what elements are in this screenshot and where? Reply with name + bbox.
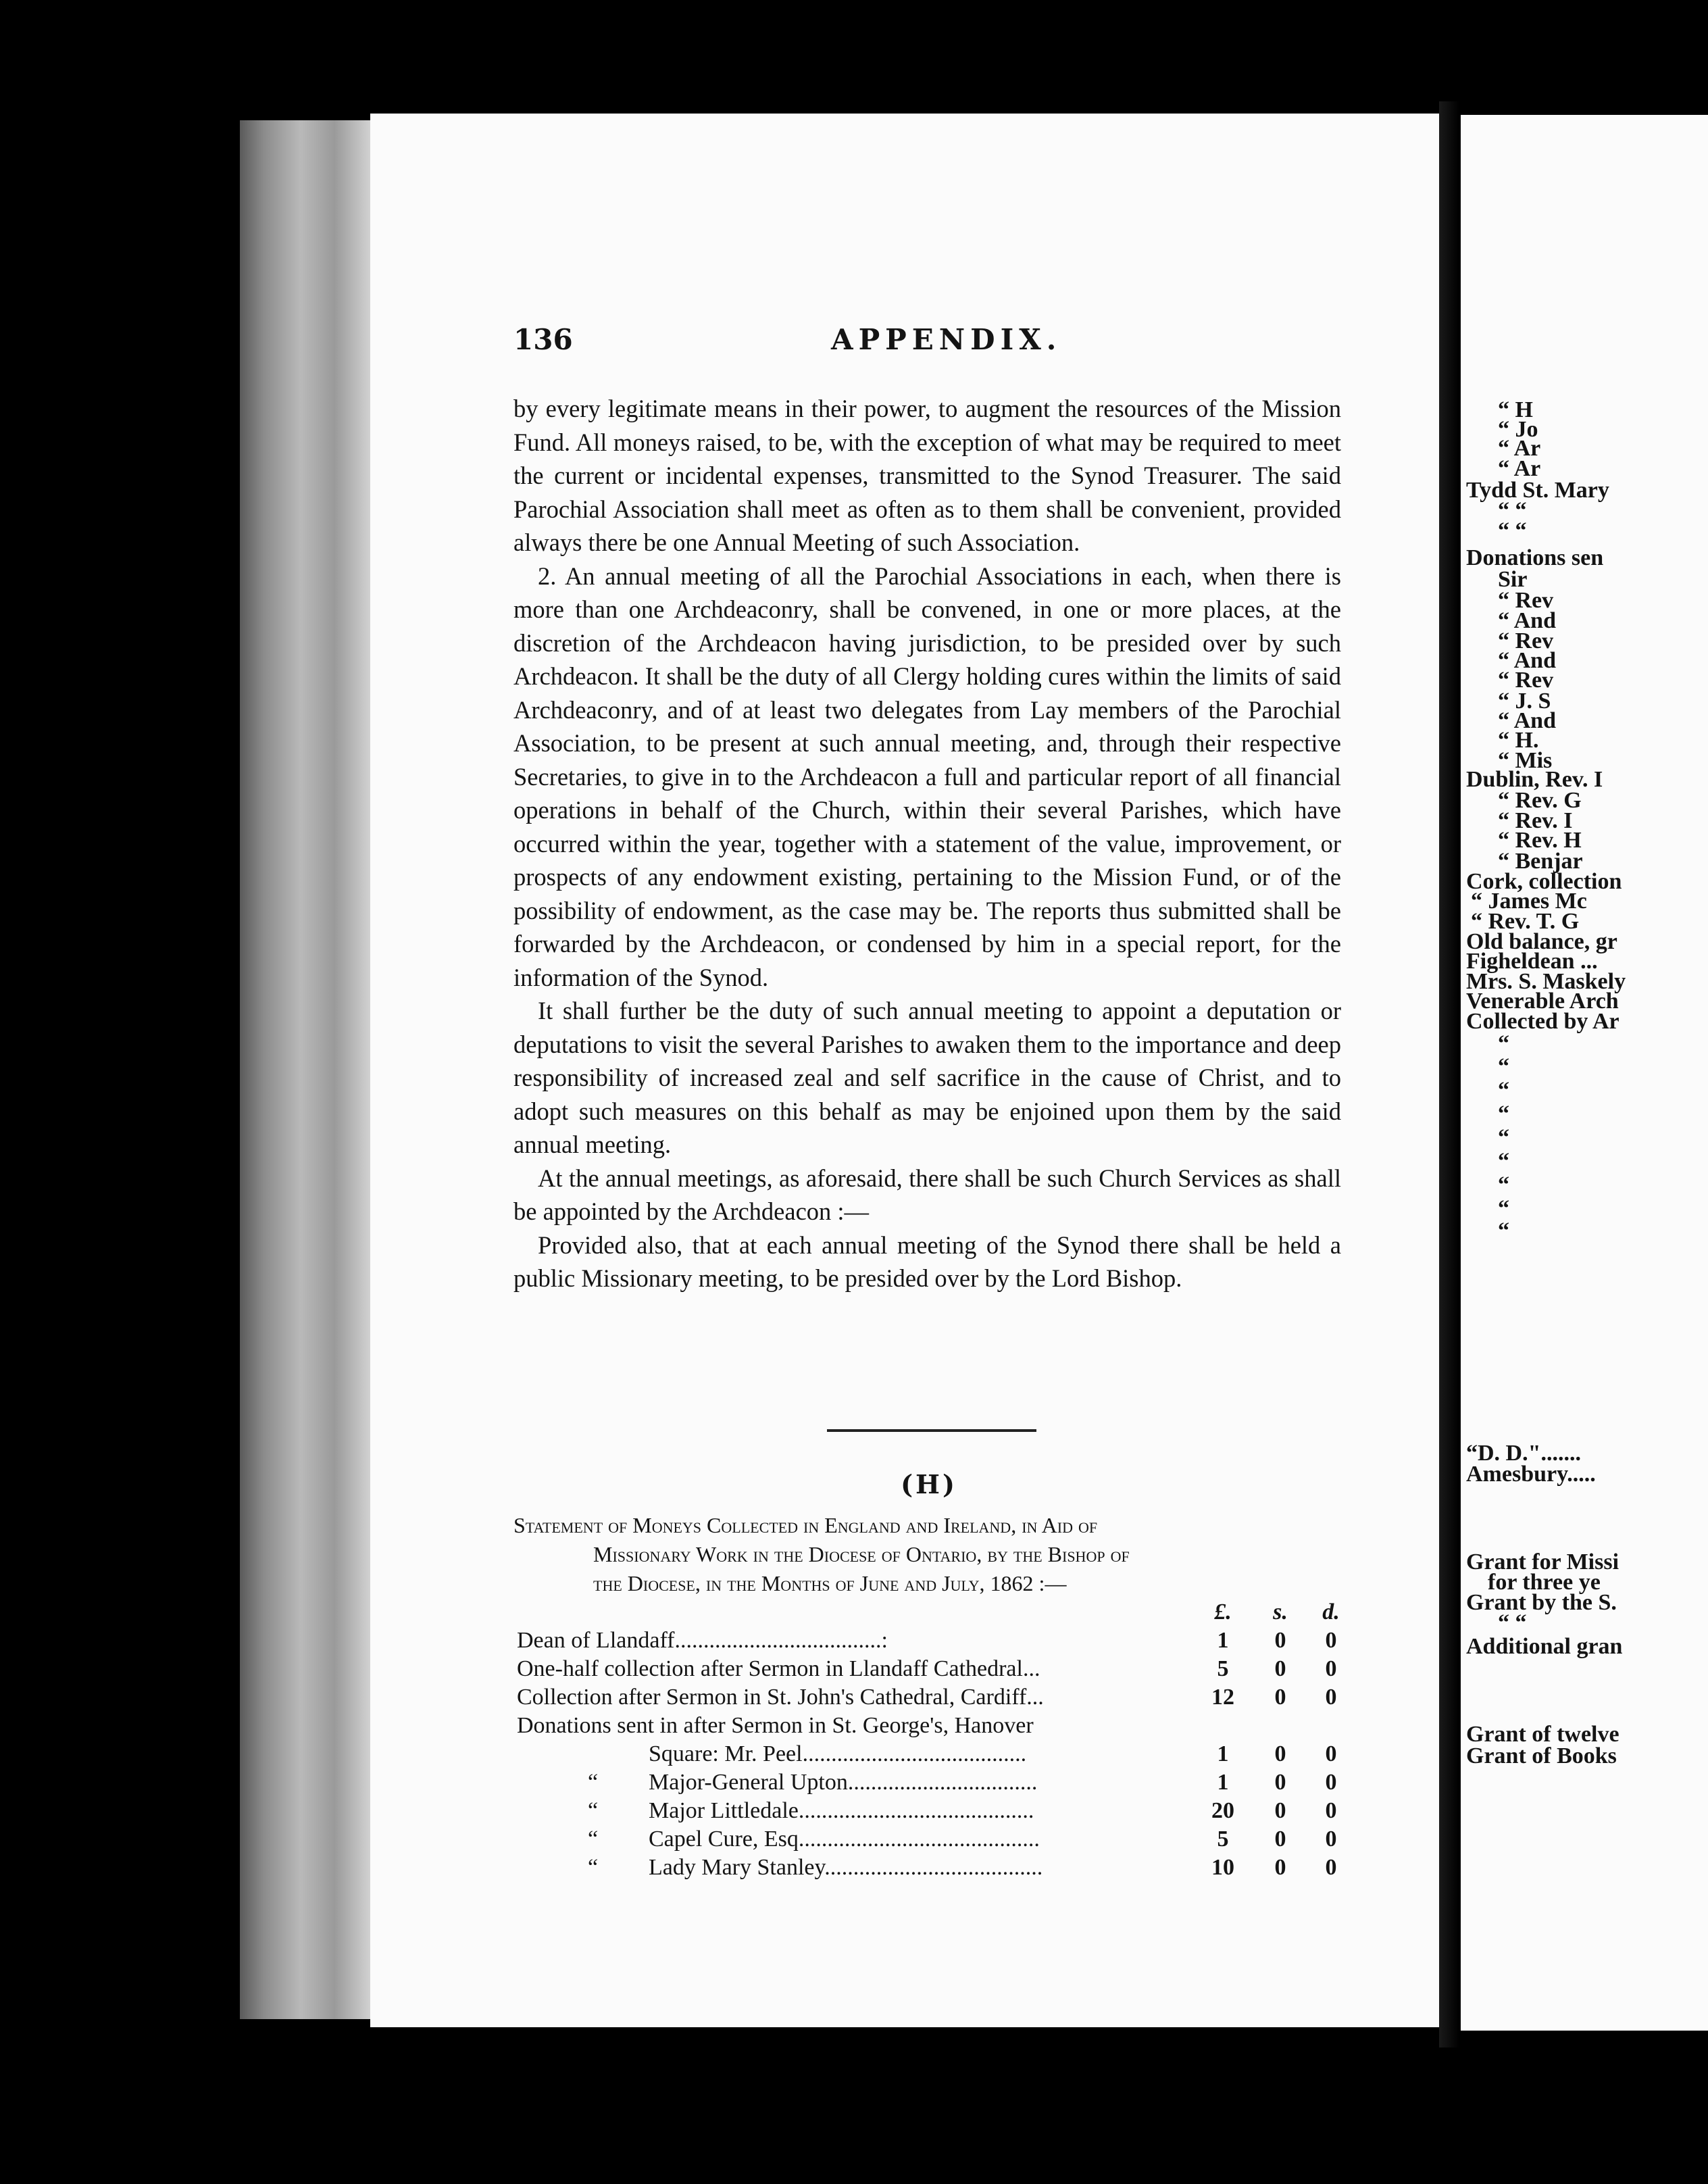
- pounds-value: 1: [1217, 1741, 1229, 1766]
- pounds-value: 1: [1217, 1628, 1229, 1653]
- pence-value: 0: [1325, 1685, 1337, 1710]
- right-page-fragment: “: [1498, 1101, 1509, 1126]
- right-page-fragment: Grant of twelve: [1466, 1722, 1619, 1747]
- ledger-row: [517, 1741, 1348, 1770]
- ledger-row: [517, 1685, 1348, 1713]
- paragraph: It shall further be the duty of such annual meeting to appoint a deputation or deputations to visit the several Parishes to awaken them to the importance and deep responsibility of increased zeal and self sacrifice in the cause of Christ, and to adopt such measures on this behalf as may be enjoined upon them by the said annual meeting.: [513, 997, 1341, 1158]
- right-page-fragment: “ Ar: [1498, 456, 1541, 481]
- ledger-description: Major-General Upton.................................: [649, 1770, 1038, 1795]
- page-number: 136: [513, 323, 573, 356]
- pence-header: d.: [1322, 1599, 1340, 1624]
- ledger-row: [517, 1798, 1348, 1827]
- ditto-mark: “: [588, 1770, 599, 1795]
- shillings-value: 0: [1274, 1827, 1286, 1852]
- body-text: [513, 392, 1341, 1295]
- right-page-fragment: “ Jo: [1498, 417, 1538, 442]
- right-page-fragment: for three ye: [1488, 1570, 1601, 1595]
- pounds-value: 1: [1217, 1770, 1229, 1795]
- pence-value: 0: [1325, 1656, 1337, 1681]
- paragraph: At the annual meetings, as aforesaid, there shall be such Church Services as shall be appointed by the Archdeacon :—: [513, 1164, 1341, 1225]
- right-page-fragment: “: [1498, 1149, 1509, 1174]
- right-page-fragment: “ Rev: [1498, 628, 1554, 653]
- ledger-row: [517, 1770, 1348, 1798]
- pence-value: 0: [1325, 1770, 1337, 1795]
- right-page-fragment: “ Ar: [1498, 436, 1541, 461]
- right-page-fragment: “: [1498, 1196, 1509, 1221]
- right-page-fragment: Cork, collection: [1466, 869, 1622, 894]
- right-page-fragment: “D. D.".......: [1466, 1441, 1581, 1466]
- right-page-fragment: “: [1498, 1054, 1509, 1079]
- ledger-row: [517, 1855, 1348, 1883]
- shillings-value: 0: [1274, 1741, 1286, 1766]
- pence-value: 0: [1325, 1855, 1337, 1880]
- right-page-fragment: Collected by Ar: [1466, 1009, 1619, 1034]
- right-page-fragment: “ “: [1498, 498, 1527, 523]
- paragraph: by every legitimate means in their power, to augment the resources of the Mission Fund. All moneys raised, to be, with the exception of what may be required to meet the current or incidental expenses, transmitted to the Synod Treasurer. The said Parochial Association shall meet as often as to them shall be convenient, provided always there be one Annual Meeting of such Association.: [513, 395, 1341, 556]
- right-page-fragment: Additional gran: [1466, 1634, 1623, 1659]
- ledger-header-row: [517, 1599, 1348, 1628]
- shillings-value: 0: [1274, 1685, 1286, 1710]
- ditto-mark: “: [588, 1827, 599, 1852]
- right-page-fragment: “: [1498, 1172, 1509, 1197]
- page-header: [513, 323, 1345, 364]
- ledger-description: Donations sent in after Sermon in St. George's, Hanover: [517, 1713, 1034, 1738]
- right-page-fragment: “ H: [1498, 397, 1533, 422]
- shillings-value: 0: [1274, 1855, 1286, 1880]
- ledger-description: Square: Mr. Peel.......................................: [649, 1741, 1027, 1766]
- right-page-fragment: Sir: [1498, 567, 1528, 592]
- right-page-fragment: “: [1498, 1218, 1509, 1243]
- right-page-fragment: “: [1498, 1125, 1509, 1150]
- right-page-fragment: Amesbury.....: [1466, 1462, 1596, 1487]
- pounds-value: 12: [1211, 1685, 1234, 1710]
- pounds-value: 20: [1211, 1798, 1234, 1823]
- pence-value: 0: [1325, 1628, 1337, 1653]
- section-letter: (H): [901, 1469, 957, 1499]
- shillings-value: 0: [1274, 1798, 1286, 1823]
- pounds-value: 5: [1217, 1656, 1229, 1681]
- right-page-fragment: “ “: [1498, 1610, 1527, 1635]
- pence-value: 0: [1325, 1741, 1337, 1766]
- right-page-fragment: “ J. S: [1498, 689, 1551, 714]
- right-page-fragment: Dublin, Rev. I: [1466, 767, 1603, 792]
- right-page-fragment: Mrs. S. Maskely: [1466, 969, 1626, 994]
- right-page-fragment: “ Rev. G: [1498, 788, 1582, 813]
- right-page-fragment: “ Benjar: [1498, 849, 1583, 874]
- right-page-fragment: “ Rev: [1498, 668, 1554, 693]
- right-page-fragment: “ Mis: [1498, 748, 1553, 773]
- right-page-fragment: “ And: [1498, 608, 1556, 633]
- right-page-fragment: Tydd St. Mary: [1466, 478, 1609, 503]
- right-page-fragment: “ “: [1498, 518, 1527, 543]
- shillings-header: s.: [1273, 1599, 1288, 1624]
- right-page-fragment: Old balance, gr: [1466, 929, 1617, 954]
- statement-line: Statement of Moneys Collected in England and Ireland, in Aid of: [513, 1513, 1098, 1537]
- statement-line: the Diocese, in the Months of June and July, 1862 :—: [593, 1571, 1067, 1595]
- ledger-description: Lady Mary Stanley......................................: [649, 1855, 1043, 1880]
- right-page-fragment: Grant of Books: [1466, 1743, 1617, 1768]
- right-page-fragment: “ James Mc: [1471, 889, 1587, 914]
- shillings-value: 0: [1274, 1656, 1286, 1681]
- right-page-fragment: Grant for Missi: [1466, 1549, 1619, 1574]
- shillings-value: 0: [1274, 1628, 1286, 1653]
- right-page-fragment: “ Rev. I: [1498, 808, 1573, 833]
- ledger-table: [517, 1599, 1348, 1883]
- right-page-fragment: “ Rev. T. G: [1471, 909, 1580, 934]
- right-page-fragment: “ Rev. H: [1498, 828, 1582, 853]
- right-page-fragment: Donations sen: [1466, 545, 1604, 570]
- pence-value: 0: [1325, 1827, 1337, 1852]
- section-divider: [827, 1429, 1036, 1432]
- ditto-mark: “: [588, 1855, 599, 1880]
- statement-line: Missionary Work in the Diocese of Ontario, by the Bishop of: [593, 1542, 1130, 1566]
- book-page-edge: [240, 120, 375, 2019]
- shillings-value: 0: [1274, 1770, 1286, 1795]
- paragraph: Provided also, that at each annual meeting of the Synod there shall be held a public Missionary meeting, to be presided over by the Lord Bishop.: [513, 1231, 1341, 1292]
- ditto-mark: “: [588, 1798, 599, 1823]
- ledger-row: [517, 1656, 1348, 1685]
- right-page-fragment: Figheldean ...: [1466, 949, 1598, 974]
- pounds-value: 10: [1211, 1855, 1234, 1880]
- book-gutter: [1439, 101, 1459, 2048]
- pence-value: 0: [1325, 1798, 1337, 1823]
- right-page-fragment: “ And: [1498, 708, 1556, 733]
- right-page-fragment: “ H.: [1498, 728, 1539, 753]
- right-page-fragment: Grant by the S.: [1466, 1590, 1617, 1615]
- right-page: [1461, 115, 1708, 2031]
- ledger-description: Collection after Sermon in St. John's Cathedral, Cardiff...: [517, 1685, 1044, 1710]
- ledger-description: One-half collection after Sermon in Llandaff Cathedral...: [517, 1656, 1040, 1681]
- right-page-fragment: “ And: [1498, 648, 1556, 673]
- ledger-description: Capel Cure, Esq..........................................: [649, 1827, 1040, 1852]
- ledger-row: [517, 1713, 1348, 1741]
- ledger-description: Major Littledale.........................................: [649, 1798, 1034, 1823]
- pounds-value: 5: [1217, 1827, 1229, 1852]
- right-page-fragment: Venerable Arch: [1466, 989, 1619, 1014]
- running-head: APPENDIX.: [831, 323, 1062, 356]
- ledger-row: [517, 1827, 1348, 1855]
- right-page-fragment: “: [1498, 1078, 1509, 1103]
- ledger-description: Dean of Llandaff....................................:: [517, 1628, 888, 1653]
- pounds-header: £.: [1214, 1599, 1232, 1624]
- ledger-row: [517, 1628, 1348, 1656]
- statement-heading: [513, 1511, 1345, 1598]
- right-page-fragment: “ Rev: [1498, 588, 1554, 613]
- paragraph: 2. An annual meeting of all the Parochial Associations in each, when there is more than one Archdeaconry, shall be convened, in one or more places, at the discretion of the Archdeacon having jurisdiction, to be presided over by such Archdeacon. It shall be the duty of all Clergy holding cures within the limits of said Archdeaconry, and of at least two delegates from Lay members of the Parochial Association, to be present at such annual meeting, and, through their respective Secretaries, to give in to the Archdeacon a full and particular report of all financial operations in behalf of the Church, within their several Parishes, which have occurred within the year, together with a statement of the value, improvement, or prospects of any endowment existing, pertaining to the Mission Fund, or of the possibility of endowment, as the case may be. The reports thus submitted shall be forwarded by the Archdeacon, or condensed by him in a special report, for the information of the Synod.: [513, 562, 1341, 991]
- right-page-fragment: “: [1498, 1031, 1509, 1056]
